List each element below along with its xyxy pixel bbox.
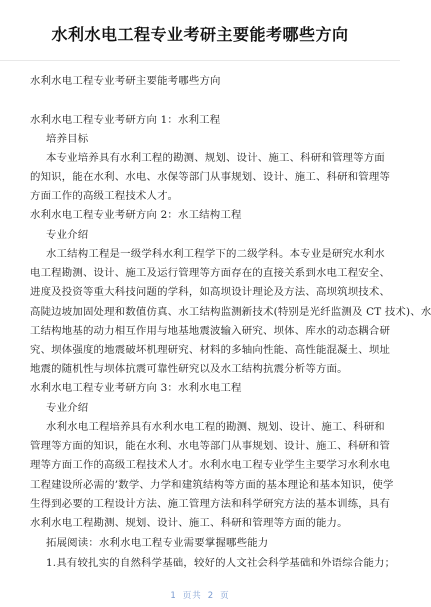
text-line: 电工程勘测、设计、施工及运行管理等方面存在的直接关系到水电工程安全、: [30, 267, 391, 279]
subheading: 拓展阅读：水利水电工程专业需要掌握哪些能力: [46, 537, 269, 549]
text-line: 究、坝体强度的地震破坏机理研究、材料的多轴向性能、高性能混凝土、坝址: [30, 344, 391, 356]
text-line: 1.具有较扎实的自然科学基础，较好的人文社会科学基础和外语综合能力；: [46, 557, 396, 569]
document-body: [0, 60, 431, 581]
text-line: 地震的随机性与坝体抗震可靠性研究以及水工结构抗震分析等方面。: [30, 363, 348, 375]
text-line: 水工结构工程是一级学科水利工程学下的二级学科。本专业是研究水利水: [46, 248, 385, 260]
text-line: 的知识，能在水利、水电、水保等部门从事规划、设计、施工、科研和管理等: [30, 171, 391, 183]
subheading: 专业介绍: [46, 229, 89, 241]
text-line: 水利水电工程培养具有水利水电工程的勘测、规划、设计、施工、科研和: [46, 421, 385, 433]
text-line: 管理等方面的知识，能在水利、水电等部门从事规划、设计、施工、科研和管: [30, 440, 391, 452]
text-line: 水利水电工程勘测、规划、设计、施工、科研和管理等方面的能力。: [30, 517, 348, 529]
text-line: 工程建设所必需的’数学、力学和建筑结构等方面的基本理论和基本知识，使学: [30, 479, 394, 491]
page-number: 1: [170, 591, 177, 601]
document-title: 水利水电工程专业考研主要能考哪些方向: [51, 25, 349, 44]
section-heading: 水利水电工程专业考研方向 1：水利工程: [30, 114, 221, 126]
page-total: 2: [207, 591, 215, 601]
page-suffix: 页: [220, 591, 230, 601]
section-heading: 水利水电工程专业考研方向 3：水利水电工程: [30, 382, 242, 394]
text-line: 水利水电工程专业考研主要能考哪些方向: [30, 75, 221, 87]
text-line: 生得到必要的工程设计方法、施工管理方法和科学研究方法的基本训练，具有: [30, 498, 391, 510]
subheading: 专业介绍: [46, 402, 89, 414]
text-line: 理等方面工作的高级工程技术人才。水利水电工程专业学生主要学习水利水电: [30, 459, 391, 471]
text-line: 工结构地基的动力相互作用与地基地震波输入研究、坝体、库水的动态耦合研: [30, 325, 391, 337]
text-line: 本专业培养具有水利工程的勘测、规划、设计、施工、科研和管理等方面: [46, 152, 385, 164]
text-line: 方面工作的高级工程技术人才。: [30, 190, 179, 202]
page-footer: [0, 589, 400, 601]
text-line: 进度及投资等重大科技问题的学科，如高坝设计理论及方法、高坝筑坝技术、: [30, 286, 391, 298]
subheading: 培养目标: [46, 133, 89, 145]
text-line: 高陡边坡加固处理和数值仿真、水工结构监测新技术(特别是光纤监测及 CT 技术)、水: [30, 306, 431, 318]
section-heading: 水利水电工程专业考研方向 2：水工结构工程: [30, 209, 242, 221]
page-text: 页共: [182, 591, 202, 601]
